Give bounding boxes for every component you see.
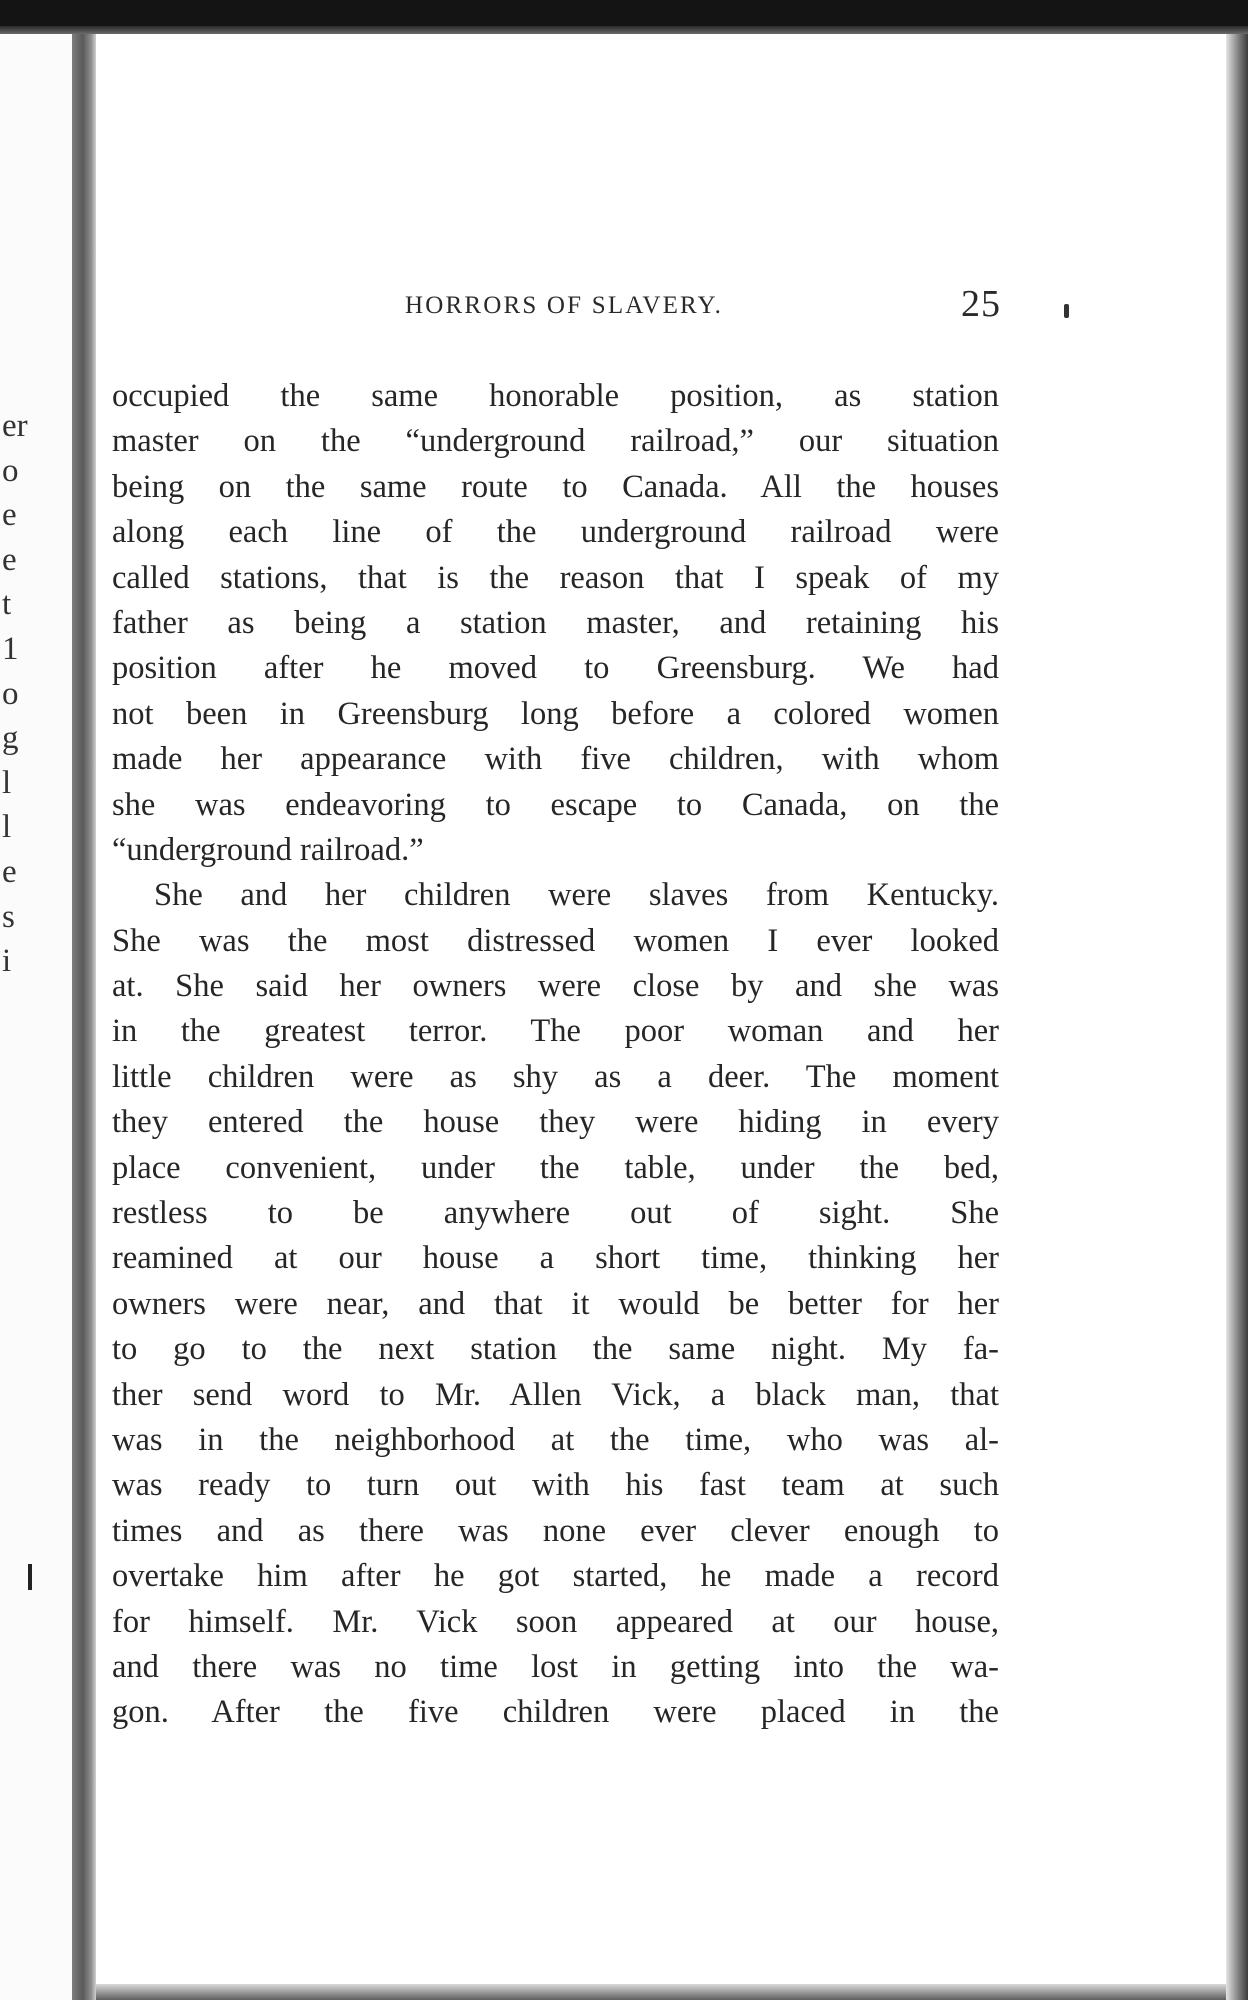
text-line: overtake him after he got started, he made a record	[112, 1558, 999, 1595]
fragment-line: 1	[2, 630, 19, 667]
text-line: position after he moved to Greensburg. We had	[112, 650, 999, 687]
page-number: 25	[961, 283, 1001, 325]
text-line: being on the same route to Canada. All the houses	[112, 468, 999, 505]
fragment-line: i	[2, 943, 12, 980]
text-line: made her appearance with five children, with whom	[112, 741, 999, 778]
fragment-line: e	[2, 541, 17, 578]
page-bottom-edge	[96, 1984, 1226, 2000]
fragment-line: s	[2, 898, 15, 935]
ink-speck	[1064, 304, 1069, 318]
fragment-line: t	[2, 586, 12, 623]
text-line: was ready to turn out with his fast team at such	[112, 1467, 999, 1504]
text-line: ther send word to Mr. Allen Vick, a black man, that	[112, 1376, 999, 1413]
body-text	[112, 374, 999, 1736]
text-line: gon. After the five children were placed in the	[112, 1694, 999, 1731]
text-line: not been in Greensburg long before a colored women	[112, 695, 999, 732]
text-line: called stations, that is the reason that I speak of my	[112, 559, 999, 596]
text-line: owners were near, and that it would be better for her	[112, 1285, 999, 1322]
fragment-line: g	[2, 720, 19, 757]
book-gutter	[72, 34, 96, 2000]
fragment-line: e	[2, 497, 17, 534]
facing-page-edge	[0, 34, 72, 2000]
text-line: to go to the next station the same night. My fa-	[112, 1331, 999, 1368]
text-line: for himself. Mr. Vick soon appeared at our house,	[112, 1603, 999, 1640]
text-line: reamined at our house a short time, thinking her	[112, 1240, 999, 1277]
text-line: She and her children were slaves from Kentucky.	[154, 877, 999, 914]
text-line: at. She said her owners were close by and she was	[112, 968, 999, 1005]
running-head: HORRORS OF SLAVERY.	[404, 292, 724, 319]
fragment-line: o	[2, 675, 19, 712]
text-line: place convenient, under the table, under the bed,	[112, 1149, 999, 1186]
text-line: times and as there was none ever clever enough to	[112, 1512, 999, 1549]
page-header	[109, 282, 999, 332]
text-line: and there was no time lost in getting into the wa-	[112, 1648, 999, 1685]
text-line: restless to be anywhere out of sight. She	[112, 1195, 999, 1232]
text-line: “underground railroad.”	[112, 831, 424, 868]
fragment-line: e	[2, 853, 17, 890]
text-line: little children were as shy as a deer. The moment	[112, 1058, 999, 1095]
fragment-line: o	[2, 452, 19, 489]
fragment-line: l	[2, 809, 12, 846]
text-line: was in the neighborhood at the time, who was al-	[112, 1421, 999, 1458]
text-line: occupied the same honorable position, as station	[112, 378, 999, 414]
fragment-line: l	[2, 764, 12, 801]
text-line: she was endeavoring to escape to Canada, on the	[112, 786, 999, 823]
facing-page-text-fragments	[0, 404, 40, 984]
text-line: father as being a station master, and retaining his	[112, 604, 999, 641]
text-line: She was the most distressed women I ever looked	[112, 922, 999, 959]
ink-mark	[28, 1564, 32, 1590]
text-line: along each line of the underground railroad were	[112, 514, 999, 551]
text-line: master on the “underground railroad,” our situation	[112, 423, 999, 460]
page-right-edge	[1226, 34, 1248, 2000]
scan-top-border	[0, 0, 1248, 34]
fragment-line: er	[2, 408, 28, 444]
text-line: in the greatest terror. The poor woman and her	[112, 1013, 999, 1050]
text-line: they entered the house they were hiding in every	[112, 1104, 999, 1141]
